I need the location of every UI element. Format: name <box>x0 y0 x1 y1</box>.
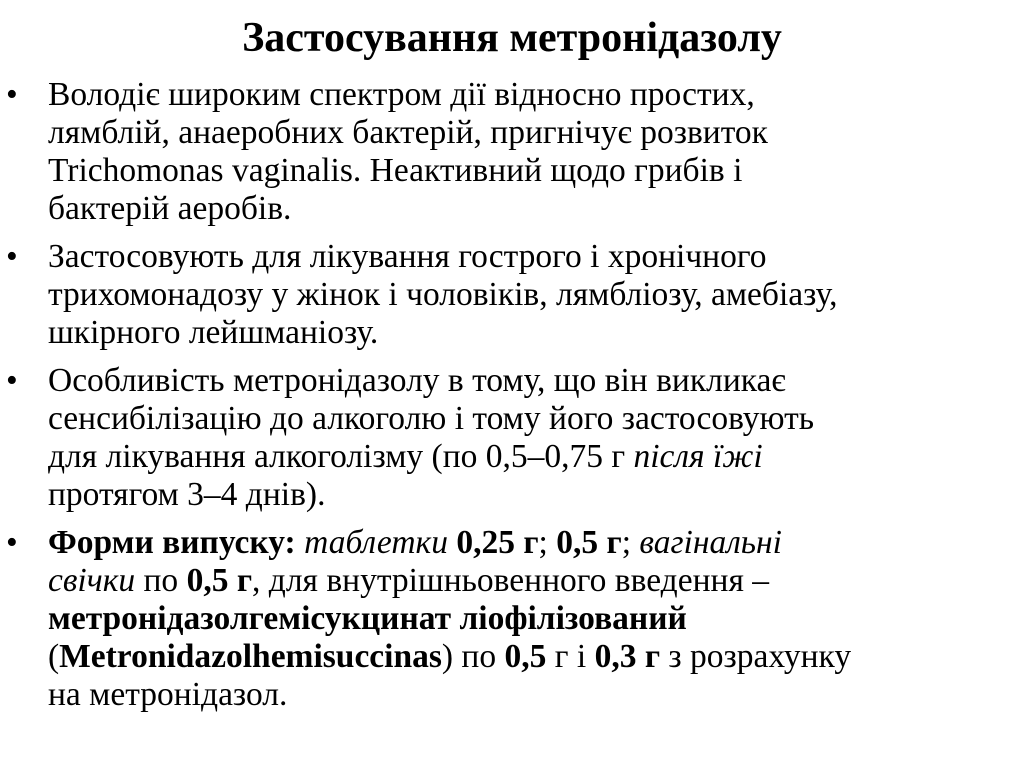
text-run: ; <box>538 524 557 561</box>
bullet-line <box>48 314 1012 352</box>
bullet-line <box>48 362 1012 400</box>
bullet-line <box>48 400 1012 438</box>
bullet-text <box>48 76 1012 228</box>
bullet-dot-icon: • <box>6 76 18 113</box>
text-run: бактерій аеробів. <box>48 190 292 227</box>
bullet-line <box>48 190 1012 228</box>
text-run: сенсибілізацію до алкоголю і тому його застосовують <box>48 400 815 437</box>
bullet-text <box>48 362 1012 514</box>
text-run: г і <box>546 638 595 675</box>
text-run: Trichomonas vaginalis. Неактивний щодо грибів і <box>48 152 743 189</box>
bullet-item-feature <box>0 362 1024 514</box>
bullet-line <box>48 76 1012 114</box>
text-run: лямблій, анаеробних бактерій, пригнічує розвиток <box>48 114 768 151</box>
bullet-item-release-forms <box>0 524 1024 714</box>
bullet-item-spectrum <box>0 76 1024 228</box>
text-run: ( <box>48 638 60 675</box>
bullet-line <box>48 238 1012 276</box>
bold-run: 0,5 г <box>186 562 253 599</box>
bold-run: метронідазолгемісукцинат ліофілізований <box>48 600 687 637</box>
bullet-line <box>48 152 1012 190</box>
text-run: Застосовують для лікування гострого і хронічного <box>48 238 767 275</box>
bullet-line <box>48 476 1012 514</box>
slide-title: Застосування метронідазолу <box>242 15 782 61</box>
bullet-dot-icon: • <box>6 362 18 399</box>
text-run: з розрахунку <box>660 638 852 675</box>
bullet-line <box>48 438 1012 476</box>
text-run: трихомонадозу у жінок і чоловіків, лямбліозу, амебіазу, <box>48 276 838 313</box>
bullet-line <box>48 114 1012 152</box>
bullet-dot-icon: • <box>6 238 18 275</box>
bullet-line <box>48 600 1012 638</box>
bullet-item-usage <box>0 238 1024 352</box>
bullet-line <box>48 562 1012 600</box>
text-run: ; <box>621 524 640 561</box>
bullet-line <box>48 276 1012 314</box>
text-run: на метронідазол. <box>48 676 288 713</box>
italic-run: свічки <box>48 562 136 599</box>
text-run: протягом 3–4 днів). <box>48 476 326 513</box>
text-run: ) по <box>441 638 505 675</box>
bold-run: 0,25 г <box>456 524 539 561</box>
bullet-line <box>48 638 1012 676</box>
text-run <box>296 524 304 561</box>
text-run: , для внутрішньовенного введення – <box>252 562 769 599</box>
bold-run: Форми випуску: <box>48 524 296 561</box>
italic-run: таблетки <box>304 524 448 561</box>
bold-run: Metronidazolhemisuccinas <box>59 638 442 675</box>
bullet-text <box>48 524 1012 714</box>
bullet-dot-icon: • <box>6 524 18 561</box>
text-run: Особливість метронідазолу в тому, що він викликає <box>48 362 786 399</box>
text-run: шкірного лейшманіозу. <box>48 314 379 351</box>
bold-run: 0,5 <box>504 638 547 675</box>
bold-run: 0,5 г <box>556 524 622 561</box>
bullet-line <box>48 676 1012 714</box>
text-run: по <box>135 562 187 599</box>
text-run: для лікування алкоголізму (по 0,5–0,75 г <box>48 438 634 475</box>
text-run: Володіє широким спектром дії відносно простих, <box>48 76 755 113</box>
bullet-list <box>0 76 1024 724</box>
italic-run: після їжі <box>633 438 763 475</box>
bold-run: 0,3 г <box>594 638 661 675</box>
bullet-text <box>48 238 1012 352</box>
bullet-line <box>48 524 1012 562</box>
italic-run: вагінальні <box>639 524 782 561</box>
